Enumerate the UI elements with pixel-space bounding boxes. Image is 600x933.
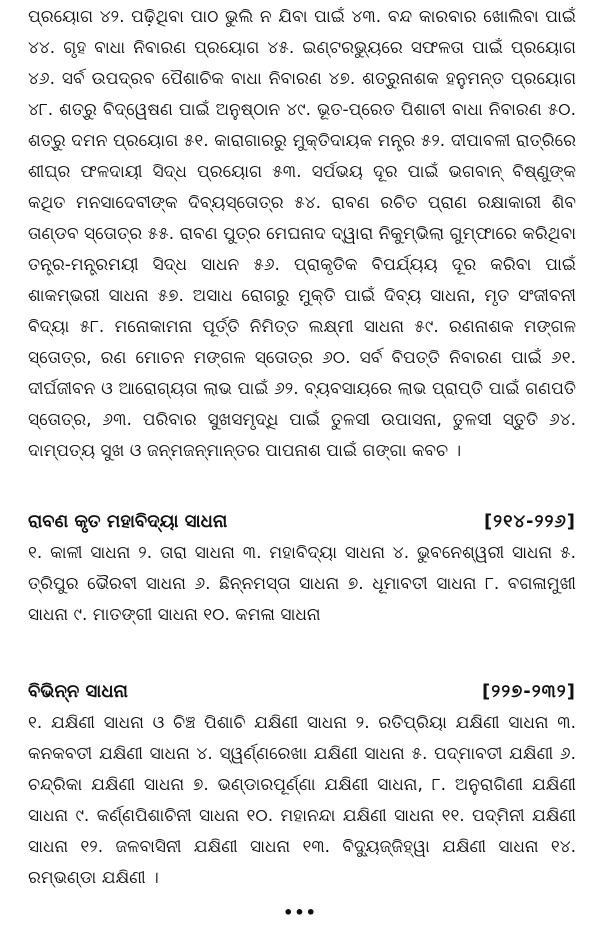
end-of-page-dots: ••• bbox=[283, 903, 317, 922]
page-range: [୨୧୪-୨୨୬] bbox=[483, 511, 576, 532]
section-header-mahavidya bbox=[28, 507, 576, 537]
section-body-mahavidya: ୧. କାଳୀ ସାଧନା ୨. ତାରା ସାଧନା ୩. ମହାବିଦ୍ୟା ସାଧନା ୪. ଭୁବନେଶ୍ୱରୀ ସାଧନା ୫. ତ୍ରିପୁର ଭୈରବୀ ସାଧନା ୬. ଛିନ୍ନମସ୍ତା ସାଧନା ୭. ଧୂମାବତୀ ସାଧନା ୮. ବଗଳାମୁଖୀ ସାଧନା ୯. ମାତଙ୍ଗୀ ସାଧନା ୧୦. କମଳା ସାଧନା bbox=[28, 543, 576, 625]
section-title: ବିଭିନ୍ନ ସାଧନା bbox=[28, 681, 129, 702]
section-title: ରାବଣ କୃତ ମହାବିଦ୍ୟା ସାଧନା bbox=[28, 511, 228, 532]
intro-paragraph: ପ୍ରୟୋଗ ୪୨. ପଢ଼ିଥିବା ପାଠ ଭୁଲି ନ ଯିବା ପାଇଁ ୪୩. ବନ୍ଦ କାରବାର ଖୋଲିବା ପାଇଁ ୪୪. ଗୃହ ବାଧା ନିବାରଣ ପ୍ରୟୋଗ ୪୫. ଇଣ୍ଟରଭ୍ୟୁରେ ସଫଳତା ପାଇଁ ପ୍ରୟୋଗ ୪୬. ସର୍ବ ଉପଦ୍ରବ ପୈଶାଚିକ ବାଧା ନିବାରଣ ୪୭. ଶତ୍ରୁନାଶକ ହନୁମନ୍ତ ପ୍ରୟୋଗ ୪୮. ଶତ୍ରୁ ବିଦ୍ୱେଷଣ ପାଇଁ ଅନୁଷ୍ଠାନ ୪୯. ଭୂତ-ପ୍ରେତ ପିଶାଚୀ ବାଧା ନିବାରଣ ୫୦. ଶତ୍ରୁ ଦମନ ପ୍ରୟୋଗ ୫୧. କାରାଗାରରୁ ମୁକ୍ତିଦାୟକ ମନ୍ତ୍ର ୫୨. ଦୀପାବଳୀ ରାତ୍ରିରେ ଶୀଘ୍ର ଫଳଦାୟୀ ସିଦ୍ଧ ପ୍ରୟୋଗ ୫୩. ସର୍ପଭୟ ଦୂର ପାଇଁ ଭଗବାନ୍ ବିଷ୍ଣୁଙ୍କ କଥିତ ମନସାଦେବୀଙ୍କ ଦିବ୍ୟସ୍ତୋତ୍ର ୫୪. ରାବଣ ରଚିତ ପ୍ରାଣ ରକ୍ଷାକାରୀ ଶିବ ତାଣ୍ଡବ ସ୍ତୋତ୍ର ୫୫. ରାବଣ ପୁତ୍ର ମେଘନାଦ ଦ୍ୱାରା ନିକୁମ୍ଭିଲା ଗୁମ୍ଫାରେ କରିଥିବା ତନ୍ତ୍ର-ମନ୍ତ୍ରମୟୀ ସିଦ୍ଧ ସାଧନ ୫୬. ପ୍ରାକୃତିକ ବିପର୍ଯ୍ୟୟ ଦୂର କରିବା ପାଇଁ ଶାକମ୍ଭରୀ ସାଧନା ୫୭. ଅସାଧ ରୋଗରୁ ମୁକ୍ତି ପାଇଁ ଦିବ୍ୟ ସାଧନା, ମୃତ ସଂଜୀବନୀ ବିଦ୍ୟା ୫୮. ମନୋକାମନା ପୂର୍ତ୍ତି ନିମିତ୍ତ ଲକ୍ଷ୍ମୀ ସାଧନା ୫୯. ରଣନାଶକ ମଙ୍ଗଳ ସ୍ତୋତ୍ର, ରଣ ମୋଚନ ମଙ୍ଗଳ ସ୍ତୋତ୍ର ୬୦. ସର୍ବ ବିପତ୍ତି ନିବାରଣ ପାଇଁ ୬୧. ଦୀର୍ଘଜୀବନ ଓ ଆରୋଗ୍ୟତା ଲାଭ ପାଇଁ ୬୨. ବ୍ୟବସାୟରେ ଲାଭ ପ୍ରାପ୍ତି ପାଇଁ ଗଣପତି ସ୍ତୋତ୍ର, ୬୩. ପରିବାର ସୁଖସମୃଦ୍ଧି ପାଇଁ ତୁଳସୀ ଉପାସନା, ତୁଳସୀ ସ୍ତୁତି ୬୪. ଦାମ୍ପତ୍ୟ ସୁଖ ଓ ଜନ୍ମଜନ୍ମାନ୍ତର ପାପନାଶ ପାଇଁ ଗଙ୍ଗା କବଚ । bbox=[28, 7, 576, 461]
section-header-vibhinna bbox=[28, 677, 576, 707]
page-range: [୨୨୭-୨୩୨] bbox=[482, 681, 576, 702]
section-body-vibhinna: ୧. ଯକ୍ଷିଣୀ ସାଧନା ଓ ଚିଞ୍ଚ ପିଶାଚି ଯକ୍ଷିଣୀ ସାଧନା ୨. ରତିପ୍ରିୟା ଯକ୍ଷିଣୀ ସାଧନା ୩. କନକବତୀ ଯକ୍ଷିଣୀ ସାଧନା ୪. ସ୍ୱର୍ଣ୍ଣରେଖା ଯକ୍ଷିଣୀ ସାଧନା ୫. ପଦ୍ମାବତୀ ଯକ୍ଷିଣୀ ୬. ଚନ୍ଦ୍ରିକା ଯକ୍ଷିଣୀ ସାଧନା ୭. ଭଣ୍ଡାରପୂର୍ଣ୍ଣା ଯକ୍ଷିଣୀ ସାଧନା, ୮. ଅନୁରାଗିଣୀ ଯକ୍ଷିଣୀ ସାଧନା ୯. କର୍ଣ୍ଣପିଶାଚିନୀ ସାଧନା ୧୦. ମହାନନ୍ଦା ଯକ୍ଷିଣୀ ସାଧନା ୧୧. ପଦ୍ମିନୀ ଯକ୍ଷିଣୀ ସାଧନା ୧୨. ଜଳବାସିନୀ ଯକ୍ଷିଣୀ ସାଧନା ୧୩. ବିଦ୍ୟୁଜ୍ଜିହ୍ୱା ଯକ୍ଷିଣୀ ସାଧନା ୧୪. ରମ୍ଭଣ୍ଡା ଯକ୍ଷିଣୀ । bbox=[28, 713, 576, 888]
